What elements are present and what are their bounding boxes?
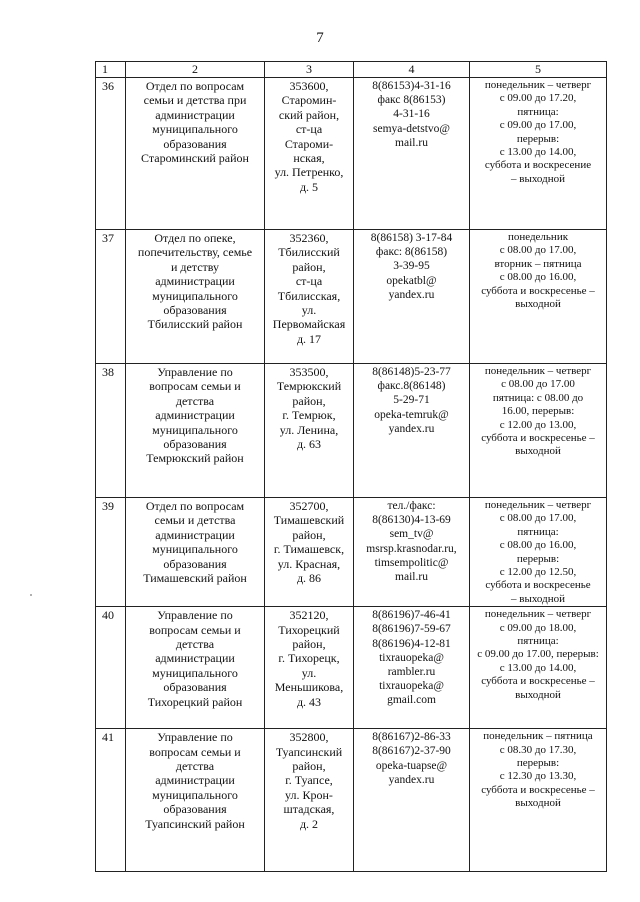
address-line: г. Туапсе, bbox=[285, 773, 333, 788]
address-line: район, bbox=[292, 527, 326, 542]
organization-line: Тбилисский район bbox=[147, 317, 243, 332]
schedule-line: суббота и воскресение bbox=[484, 159, 592, 172]
organization-line: Тихорецкий район bbox=[147, 694, 243, 709]
organization-line: семьи и детства bbox=[154, 513, 236, 528]
organization-line: детства bbox=[175, 759, 215, 774]
contacts-line: yandex.ru bbox=[388, 288, 435, 301]
contacts-line: opeka-tuapse@ bbox=[375, 759, 448, 772]
schedule-line: с 09.00 до 17.00, перерыв: bbox=[477, 648, 599, 661]
address-line: район, bbox=[292, 393, 326, 408]
address-line: Первомайская bbox=[272, 317, 346, 332]
organization-line: Староминский район bbox=[141, 151, 249, 166]
address-line: Туапсинский bbox=[275, 744, 343, 759]
contacts-cell bbox=[354, 607, 470, 729]
schedule-line: понедельник – четверг bbox=[484, 365, 592, 377]
schedule-line: с 08.30 до 17.30, bbox=[499, 743, 577, 756]
organization-line: образования bbox=[163, 136, 227, 151]
column-header: 2 bbox=[126, 62, 265, 78]
column-header: 5 bbox=[470, 62, 607, 78]
contacts-line: opekatbl@ bbox=[386, 274, 437, 287]
contacts-line: 8(86158) 3-17-84 bbox=[370, 232, 453, 244]
table-row bbox=[96, 607, 607, 729]
address-line: Темрюкский bbox=[276, 379, 342, 394]
table-row bbox=[96, 729, 607, 872]
organization-line: Отдел по опеке, bbox=[154, 231, 236, 245]
schedule-line: выходной bbox=[515, 298, 561, 311]
schedule-line: с 08.00 до 17.00, bbox=[499, 512, 577, 525]
schedule-line: суббота и воскресенье – bbox=[481, 432, 595, 445]
address-line: г. Темрюк, bbox=[282, 408, 336, 423]
organization-line: администрации bbox=[155, 274, 235, 289]
address-cell bbox=[265, 729, 354, 872]
address-line: ст-ца bbox=[295, 274, 323, 289]
organization-cell bbox=[126, 607, 265, 729]
schedule-line: 16.00, перерыв: bbox=[501, 405, 575, 418]
organization-line: муниципального bbox=[152, 787, 238, 802]
organization-line: муниципального bbox=[152, 122, 238, 137]
schedule-line: с 12.00 до 12.50, bbox=[499, 566, 577, 579]
schedule-cell bbox=[470, 230, 607, 364]
address-cell bbox=[265, 364, 354, 498]
organization-line: Темрюкский район bbox=[146, 451, 244, 466]
organization-line: администрации bbox=[155, 527, 235, 542]
contacts-line: timsempolitic@ bbox=[374, 556, 449, 569]
contacts-line: 8(86167)2-37-90 bbox=[372, 745, 451, 758]
address-line: ский район, bbox=[278, 107, 340, 122]
schedule-line: понедельник – четверг bbox=[484, 608, 592, 621]
table-row bbox=[96, 498, 607, 607]
address-line: д. 86 bbox=[296, 571, 322, 586]
address-line: д. 17 bbox=[296, 331, 322, 346]
schedule-line: – выходной bbox=[511, 172, 565, 185]
address-line: Старомин- bbox=[281, 93, 337, 108]
schedule-cell bbox=[470, 78, 607, 230]
address-line: г. Тихорецк, bbox=[278, 651, 340, 666]
schedule-line: с 08.00 до 16.00, bbox=[499, 539, 577, 552]
address-line: ул. Петренко, bbox=[274, 165, 344, 180]
address-line: 353600, bbox=[289, 79, 329, 93]
organization-cell bbox=[126, 498, 265, 607]
contacts-line: 8(86130)4-13-69 bbox=[372, 514, 451, 527]
contacts-line: тел./факс: bbox=[387, 500, 436, 512]
organization-cell bbox=[126, 230, 265, 364]
schedule-line: с 08.00 до 16.00, bbox=[499, 271, 577, 284]
row-number-cell: 41 bbox=[96, 729, 126, 872]
schedule-line: перерыв: bbox=[516, 132, 560, 145]
schedule-line: суббота и воскресенье bbox=[485, 579, 591, 592]
address-line: Меньшикова, bbox=[274, 680, 344, 695]
contacts-cell bbox=[354, 729, 470, 872]
contacts-line: msrsp.krasnodar.ru, bbox=[366, 542, 457, 555]
contacts-line: 8(86153)4-31-16 bbox=[372, 80, 451, 92]
address-line: Тимашевский bbox=[273, 513, 345, 528]
organization-line: Отдел по вопросам bbox=[145, 499, 245, 513]
organization-line: семьи и детства при bbox=[143, 93, 247, 108]
organization-line: Управление по bbox=[157, 365, 233, 379]
organization-cell bbox=[126, 78, 265, 230]
organization-line: Тимашевский район bbox=[143, 571, 247, 586]
address-line: д. 2 bbox=[299, 816, 319, 831]
organization-line: попечительству, семье bbox=[137, 245, 253, 260]
schedule-line: – выходной bbox=[511, 592, 565, 605]
address-cell bbox=[265, 498, 354, 607]
organization-line: образования bbox=[163, 303, 227, 318]
schedule-line: пятница: bbox=[517, 105, 559, 118]
address-cell bbox=[265, 78, 354, 230]
schedule-line: понедельник – пятница bbox=[483, 730, 593, 743]
schedule-line: перерыв: bbox=[516, 552, 560, 565]
scan-speck bbox=[30, 594, 32, 596]
contacts-line: tixrauopeka@ bbox=[379, 651, 444, 664]
schedule-line: суббота и воскресенье – bbox=[481, 783, 595, 796]
schedule-line: с 09.00 до 17.00, bbox=[499, 119, 577, 132]
column-header: 3 bbox=[265, 62, 354, 78]
address-line: д. 63 bbox=[296, 437, 322, 452]
address-line: Тбилисский bbox=[278, 245, 340, 260]
schedule-line: с 08.00 до 17.00, bbox=[499, 244, 577, 257]
organization-line: администрации bbox=[155, 107, 235, 122]
contacts-line: 8(86148)5-23-77 bbox=[372, 366, 451, 378]
table-body bbox=[96, 78, 607, 872]
contacts-line: факс 8(86153) bbox=[377, 94, 446, 107]
organization-line: детства bbox=[175, 393, 215, 408]
address-line: 352800, bbox=[289, 730, 329, 745]
row-number-cell: 38 bbox=[96, 364, 126, 498]
contacts-line: rambler.ru bbox=[387, 666, 436, 679]
address-line: 352120, bbox=[289, 608, 329, 623]
organization-line: администрации bbox=[155, 408, 235, 423]
table-row bbox=[96, 78, 607, 230]
contacts-line: 3-39-95 bbox=[393, 260, 430, 273]
schedule-line: пятница: с 08.00 до bbox=[492, 391, 584, 404]
address-line: 352360, bbox=[289, 231, 329, 245]
organization-line: образования bbox=[163, 437, 227, 452]
contacts-cell bbox=[354, 230, 470, 364]
address-line: штадская, bbox=[283, 802, 335, 817]
schedule-line: понедельник – четверг bbox=[484, 79, 592, 91]
contacts-line: 5-29-71 bbox=[393, 394, 430, 407]
contacts-line: yandex.ru bbox=[388, 422, 435, 435]
schedule-cell bbox=[470, 498, 607, 607]
schedule-line: выходной bbox=[515, 797, 561, 810]
contacts-cell bbox=[354, 78, 470, 230]
address-line: Тбилисская, bbox=[277, 288, 341, 303]
organization-line: муниципального bbox=[152, 542, 238, 557]
organization-line: детства bbox=[175, 637, 215, 652]
schedule-cell bbox=[470, 729, 607, 872]
contacts-line: semya-detstvo@ bbox=[372, 122, 451, 135]
address-line: д. 5 bbox=[299, 179, 319, 194]
schedule-line: пятница: bbox=[517, 525, 559, 538]
organization-cell bbox=[126, 364, 265, 498]
contacts-line: mail.ru bbox=[395, 571, 428, 584]
organization-line: администрации bbox=[155, 651, 235, 666]
schedule-line: суббота и воскресенье – bbox=[481, 675, 595, 688]
contacts-line: yandex.ru bbox=[388, 773, 435, 786]
address-cell bbox=[265, 230, 354, 364]
address-line: район, bbox=[292, 637, 326, 652]
address-line: ул. bbox=[301, 303, 317, 318]
organization-line: Управление по bbox=[157, 730, 233, 745]
contacts-cell bbox=[354, 364, 470, 498]
schedule-line: с 13.00 до 14.00, bbox=[499, 661, 577, 674]
row-number-cell: 36 bbox=[96, 78, 126, 230]
schedule-line: с 13.00 до 14.00, bbox=[499, 146, 577, 159]
contacts-line: 8(86196)7-59-67 bbox=[372, 623, 451, 636]
schedule-line: пятница: bbox=[517, 635, 559, 648]
contacts-line: факс: 8(86158) bbox=[375, 246, 448, 259]
organization-line: вопросам семьи и bbox=[149, 379, 241, 394]
contacts-line: mail.ru bbox=[395, 136, 428, 149]
address-line: ул. bbox=[301, 665, 317, 680]
row-number-cell: 40 bbox=[96, 607, 126, 729]
schedule-line: понедельник – четверг bbox=[484, 499, 592, 511]
address-line: район, bbox=[292, 259, 326, 274]
contacts-line: opeka-temruk@ bbox=[374, 408, 449, 421]
organization-line: муниципального bbox=[152, 665, 238, 680]
row-number-cell: 39 bbox=[96, 498, 126, 607]
schedule-line: с 12.00 до 13.00, bbox=[499, 418, 577, 431]
page-number: 7 bbox=[316, 30, 324, 46]
schedule-cell bbox=[470, 364, 607, 498]
row-number-cell: 37 bbox=[96, 230, 126, 364]
schedule-line: с 09.00 до 17.20, bbox=[499, 92, 577, 105]
contacts-line: 8(86167)2-86-33 bbox=[372, 731, 451, 744]
address-line: ул. Крон- bbox=[285, 787, 333, 802]
table-row bbox=[96, 364, 607, 498]
address-line: Староми- bbox=[284, 136, 334, 151]
contacts-line: gmail.com bbox=[387, 694, 436, 707]
address-line: ст-ца bbox=[295, 122, 323, 137]
address-line: ул. Ленина, bbox=[279, 422, 339, 437]
schedule-line: с 12.30 до 13.30, bbox=[499, 770, 577, 783]
address-line: ул. Красная, bbox=[277, 556, 341, 571]
contacts-line: tixrauopeka@ bbox=[379, 680, 444, 693]
organization-line: образования bbox=[163, 680, 227, 695]
organization-line: муниципального bbox=[152, 288, 238, 303]
schedule-line: вторник – пятница bbox=[494, 257, 582, 270]
table-row bbox=[96, 230, 607, 364]
address-line: район, bbox=[292, 759, 326, 774]
schedule-line: с 09.00 до 18.00, bbox=[499, 621, 577, 634]
contacts-line: 8(86196)4-12-81 bbox=[372, 637, 451, 650]
schedule-cell bbox=[470, 607, 607, 729]
contacts-line: факс.8(86148) bbox=[377, 380, 446, 393]
organization-line: Управление по bbox=[157, 608, 233, 623]
organization-line: Туапсинский район bbox=[145, 816, 245, 831]
organization-line: муниципального bbox=[152, 422, 238, 437]
address-line: 352700, bbox=[289, 499, 329, 513]
organization-line: администрации bbox=[155, 773, 235, 788]
address-line: д. 43 bbox=[296, 694, 322, 709]
organization-line: и детству bbox=[170, 259, 220, 274]
address-cell bbox=[265, 607, 354, 729]
contacts-line: 8(86196)7-46-41 bbox=[372, 609, 451, 622]
address-line: 353500, bbox=[289, 365, 329, 379]
organization-line: Отдел по вопросам bbox=[145, 79, 245, 93]
schedule-line: с 08.00 до 17.00 bbox=[501, 378, 575, 391]
schedule-line: выходной bbox=[515, 688, 561, 701]
table-header-row bbox=[96, 62, 607, 78]
organization-line: образования bbox=[163, 802, 227, 817]
contacts-cell bbox=[354, 498, 470, 607]
contacts-line: sem_tv@ bbox=[389, 528, 434, 541]
schedule-line: выходной bbox=[515, 445, 561, 458]
organization-line: вопросам семьи и bbox=[149, 622, 241, 637]
contacts-line: 4-31-16 bbox=[393, 108, 430, 121]
organization-line: вопросам семьи и bbox=[149, 744, 241, 759]
organization-line: образования bbox=[163, 556, 227, 571]
institutions-table bbox=[95, 61, 607, 872]
schedule-line: понедельник bbox=[507, 231, 569, 243]
address-line: нская, bbox=[293, 151, 325, 166]
column-header: 4 bbox=[354, 62, 470, 78]
organization-cell bbox=[126, 729, 265, 872]
column-header: 1 bbox=[96, 62, 126, 78]
schedule-line: суббота и воскресенье – bbox=[481, 284, 595, 297]
address-line: г. Тимашевск, bbox=[273, 542, 345, 557]
schedule-line: перерыв: bbox=[516, 757, 560, 770]
address-line: Тихорецкий bbox=[278, 622, 340, 637]
